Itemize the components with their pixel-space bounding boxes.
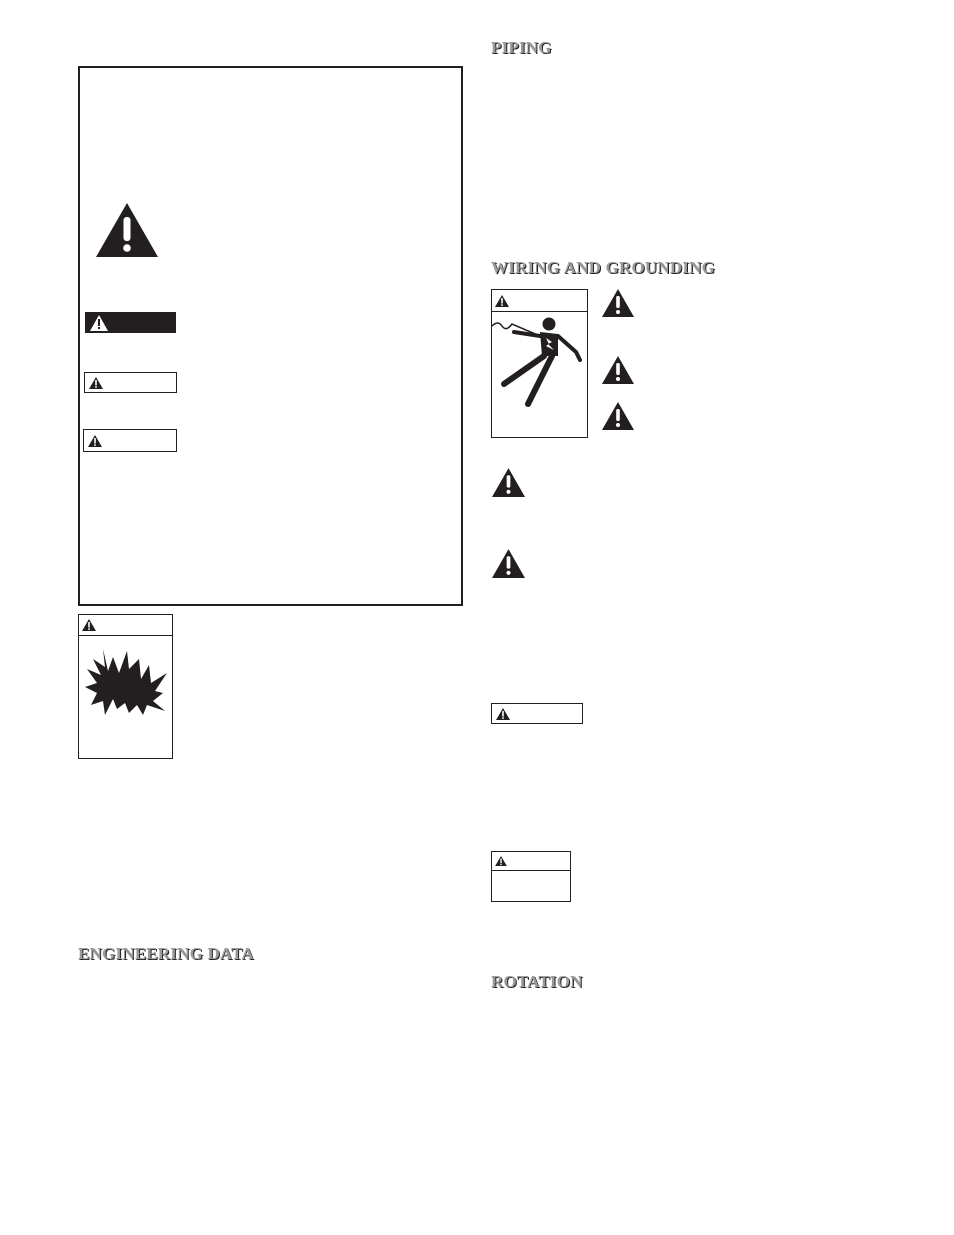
danger-signal-tag bbox=[85, 312, 176, 333]
warning-triangle-icon bbox=[602, 289, 634, 317]
warning-triangle-icon bbox=[492, 468, 525, 497]
rotation-heading: ROTATION bbox=[491, 972, 583, 991]
warning-triangle-icon bbox=[602, 402, 634, 430]
safety-instructions-box bbox=[78, 66, 463, 606]
piping-heading: PIPING bbox=[491, 38, 552, 57]
caution-signal-tag bbox=[491, 703, 583, 724]
warning-triangle-icon bbox=[492, 549, 525, 578]
warning-triangle-icon bbox=[602, 356, 634, 384]
small-warning-triangle-icon bbox=[89, 377, 103, 389]
engineering-data-heading: ENGINEERING DATA bbox=[78, 944, 254, 963]
explosion-hazard-panel bbox=[78, 614, 173, 759]
small-warning-triangle-icon bbox=[82, 619, 96, 631]
small-warning-triangle-icon bbox=[495, 295, 509, 307]
explosion-hazard-icon bbox=[83, 645, 169, 717]
electric-shock-hazard-icon bbox=[492, 314, 588, 394]
small-warning-triangle-icon bbox=[88, 435, 102, 447]
wiring-and-grounding-heading: WIRING AND GROUNDING bbox=[491, 258, 716, 277]
warning-signal-tag bbox=[84, 372, 177, 393]
warning-triangle-icon bbox=[96, 203, 158, 257]
small-warning-triangle-icon bbox=[90, 315, 108, 331]
small-warning-triangle-icon bbox=[495, 856, 507, 866]
electric-shock-hazard-panel bbox=[491, 289, 588, 438]
caution-signal-tag bbox=[83, 429, 177, 452]
small-warning-triangle-icon bbox=[496, 708, 510, 720]
notice-panel bbox=[491, 851, 571, 902]
